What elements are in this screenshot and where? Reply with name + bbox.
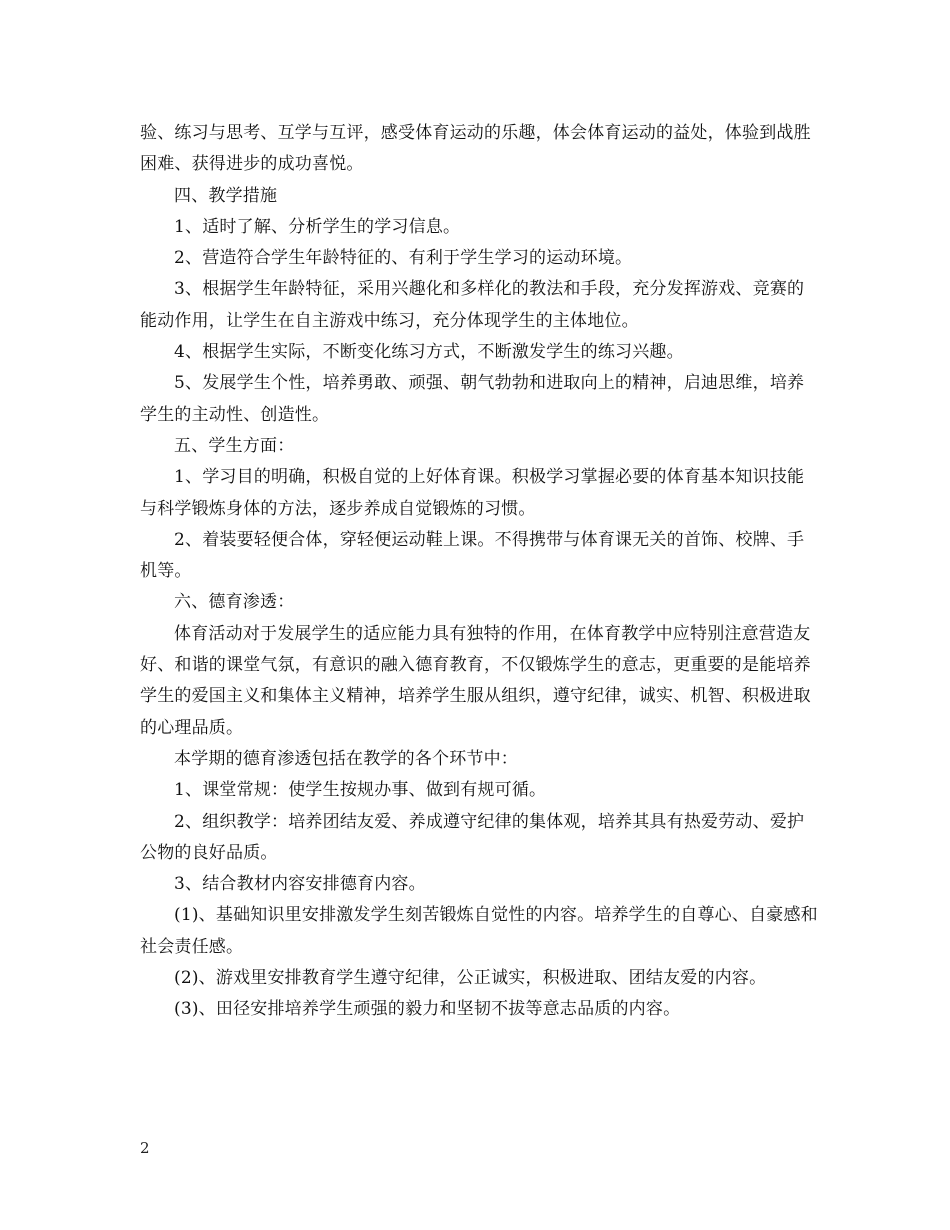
- page-number: 2: [140, 1139, 150, 1157]
- paragraph: (2)、游戏里安排教育学生遵守纪律，公正诚实，积极进取、团结友爱的内容。: [174, 968, 767, 989]
- paragraph: 2、组织教学：培养团结友爱、养成遵守纪律的集体观，培养其具有热爱劳动、爱护公物的良好品质。: [140, 811, 805, 863]
- section-heading-students: 五、学生方面：: [174, 435, 295, 456]
- section-heading-moral-education: 六、德育渗透：: [174, 592, 295, 613]
- paragraph: 4、根据学生实际，不断变化练习方式，不断激发学生的练习兴趣。: [174, 342, 684, 363]
- document-body: [140, 118, 820, 1026]
- paragraph: 2、营造符合学生年龄特征的、有利于学生学习的运动环境。: [174, 248, 633, 269]
- paragraph: 3、结合教材内容安排德育内容。: [174, 874, 426, 895]
- paragraph: 1、适时了解、分析学生的学习信息。: [174, 216, 461, 237]
- paragraph: 本学期的德育渗透包括在教学的各个环节中：: [174, 748, 518, 769]
- paragraph: 3、根据学生年龄特征，采用兴趣化和多样化的教法和手段，充分发挥游戏、竞赛的能动作用，让学生在自主游戏中练习，充分体现学生的主体地位。: [140, 279, 805, 331]
- paragraph: (1)、基础知识里安排激发学生刻苦锻炼自觉性的内容。培养学生的自尊心、自豪感和社会责任感。: [140, 905, 818, 957]
- paragraph: 1、学习目的明确，积极自觉的上好体育课。积极学习掌握必要的体育基本知识技能与科学锻炼身体的方法，逐步养成自觉锻炼的习惯。: [140, 467, 805, 519]
- paragraph: 验、练习与思考、互学与互评，感受体育运动的乐趣，体会体育运动的益处，体验到战胜困难、获得进步的成功喜悦。: [140, 123, 811, 175]
- section-heading-teaching-measures: 四、教学措施: [174, 185, 278, 206]
- paragraph: 1、课堂常规：使学生按规办事、做到有规可循。: [174, 780, 547, 801]
- paragraph: 2、着装要轻便合体，穿轻便运动鞋上课。不得携带与体育课无关的首饰、校牌、手机等。: [140, 529, 805, 582]
- paragraph: 体育活动对于发展学生的适应能力具有独特的作用，在体育教学中应特别注意营造友好、和谐的课堂气氛，有意识的融入德育教育，不仅锻炼学生的意志，更重要的是能培养学生的爱国主义和集体主义精神，培养学生服从组织，遵守纪律，诚实、机智、积极进取的心理品质。: [140, 623, 811, 738]
- paragraph: (3)、田径安排培养学生顽强的毅力和坚韧不拔等意志品质的内容。: [174, 999, 681, 1020]
- paragraph: 5、发展学生个性，培养勇敢、顽强、朝气勃勃和进取向上的精神，启迪思维，培养学生的主动性、创造性。: [140, 373, 805, 425]
